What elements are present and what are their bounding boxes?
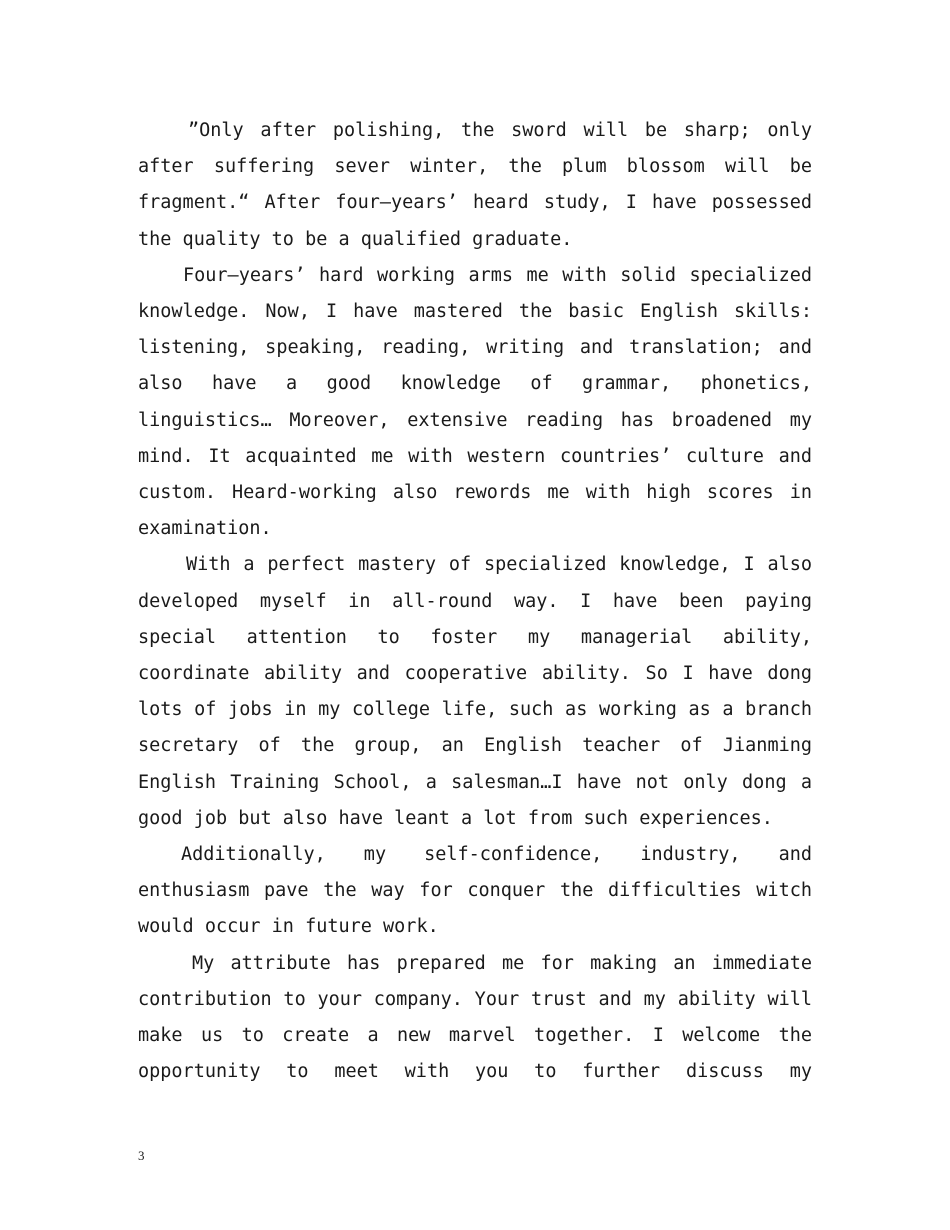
paragraph-additionally: Additionally, my self-confidence, industry, and enthusiasm pave the way for conquer the difficulties witch would occur in future work. — [138, 844, 812, 938]
paragraph-specialized-knowledge: Four—years’ hard working arms me with solid specialized knowledge. Now, I have mastered the basic English skills: listening, speaking, reading, writing and translation; and also have a good knowledge of grammar, phonetics, linguistics… Moreover, extensive reading has broadened my mind. It acquainted me with western countries’ culture and custom. Heard-working also rewords me with high scores in examination. — [138, 264, 812, 540]
paragraph-all-round-development: With a perfect mastery of specialized knowledge, I also developed myself in all-round way. I have been paying special attention to foster my managerial ability, coordinate ability and cooperative ability. So I have dong lots of jobs in my college life, such as working as a branch secretary of the group, an English teacher of Jianming English Training School, a salesman…I have not only dong a good job but also have leant a lot from such experiences. — [138, 554, 812, 829]
paragraph-intro-quote: ”Only after polishing, the sword will be sharp; only after suffering sever winter, the plum blossom will be fragment.“ After four—years’ heard study, I have possessed the quality to be a qualified graduate. — [138, 120, 812, 250]
letter-body — [138, 113, 812, 1090]
page-number: 3 — [138, 1148, 145, 1163]
paragraph-closing: My attribute has prepared me for making an immediate contribution to your company. Your trust and my ability will make us to create a new marvel together. I welcome the opportunity to meet with you to further discuss my — [138, 952, 812, 1083]
